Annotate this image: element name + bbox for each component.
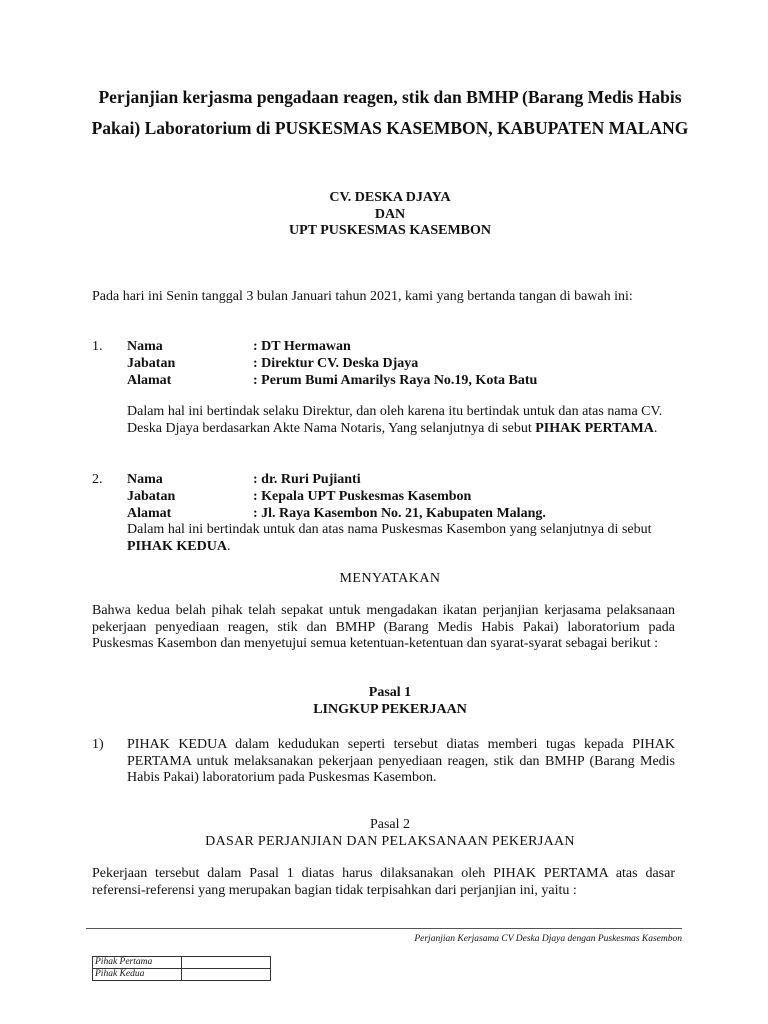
party1-number: 1. xyxy=(92,339,103,354)
party1-nama-row xyxy=(0,338,768,355)
party1-nama-label: Nama xyxy=(127,339,163,354)
party2-nama-value: : dr. Ruri Pujianti xyxy=(253,472,361,487)
party2-number: 2. xyxy=(92,472,103,487)
party1-role-end: . xyxy=(653,420,658,436)
party1-nama-value: : DT Hermawan xyxy=(253,339,351,354)
party2-jabatan-row xyxy=(0,488,768,505)
party1-jabatan-value: : Direktur CV. Deska Djaya xyxy=(253,356,419,371)
party1-alamat-row xyxy=(0,372,768,389)
party1-name-header: CV. DESKA DJAYA xyxy=(329,190,451,205)
party2-nama-label: Nama xyxy=(127,472,163,487)
intro-paragraph: Pada hari ini Senin tanggal 3 bulan Januari tahun 2021, kami yang bertanda tangan di bawah ini: xyxy=(92,289,633,304)
party2-role: PIHAK KEDUA xyxy=(127,538,227,554)
signature-label-pihak-kedua: Pihak Kedua xyxy=(93,969,182,981)
document-title: Perjanjian kerjasma pengadaan reagen, stik dan BMHP (Barang Medis Habis Pakai) Laboratorium di PUSKESMAS KASEMBON, KABUPATEN MALANG xyxy=(91,87,689,138)
pasal2-number: Pasal 2 xyxy=(369,817,411,832)
party2-desc-text: Dalam hal ini bertindak untuk dan atas nama Puskesmas Kasembon yang selanjutnya di sebut xyxy=(127,522,652,537)
pasal1-item-text: PIHAK KEDUA dalam kedudukan seperti tersebut diatas memberi tugas kepada PIHAK PERTAMA untuk melaksanakan pekerjaan penyediaan reagen, stik dan BMHP (Barang Medis Habis Pakai) laboratorium pada Puskesmas Kasembon. xyxy=(127,737,675,785)
signature-label-pihak-pertama: Pihak Pertama xyxy=(93,957,182,969)
pasal1-title: LINGKUP PEKERJAAN xyxy=(313,702,467,717)
party1-jabatan-row xyxy=(0,355,768,372)
party2-nama-row xyxy=(0,471,768,488)
signature-box-pihak-pertama xyxy=(182,957,271,969)
party1-description xyxy=(127,404,672,437)
party2-alamat-value: : Jl. Raya Kasembon No. 21, Kabupaten Malang. xyxy=(253,506,546,521)
party2-alamat-label: Alamat xyxy=(127,506,172,521)
footer-caption: Perjanjian Kerjasama CV Deska Djaya dengan Puskesmas Kasembon xyxy=(414,934,682,944)
party2-role-end: . xyxy=(226,538,231,554)
menyatakan-heading: MENYATAKAN xyxy=(339,571,441,586)
party1-alamat-value: : Perum Bumi Amarilys Raya No.19, Kota Batu xyxy=(253,373,538,388)
party2-jabatan-value: : Kepala UPT Puskesmas Kasembon xyxy=(253,489,472,504)
signature-row-pihak-kedua xyxy=(93,969,271,981)
party1-jabatan-label: Jabatan xyxy=(127,356,176,371)
pasal1-number: Pasal 1 xyxy=(368,685,412,700)
party2-name-header: UPT PUSKESMAS KASEMBON xyxy=(289,223,491,238)
party1-alamat-label: Alamat xyxy=(127,373,172,388)
agreement-paragraph: Bahwa kedua belah pihak telah sepakat untuk mengadakan ikatan perjanjian kerjasama pelaksanaan pekerjaan penyediaan reagen, stik dan BMHP (Barang Medis Habis Pakai) laboratorium pada Puskesmas Kasembon dan menyetujui semua ketentuan-ketentuan dan syarat-syarat sebagai berikut : xyxy=(92,603,675,651)
signature-table xyxy=(92,956,271,981)
pasal2-title: DASAR PERJANJIAN DAN PELAKSANAAN PEKERJAAN xyxy=(205,834,575,849)
parties-header xyxy=(90,190,690,240)
signature-row-pihak-pertama xyxy=(93,957,271,969)
footer-divider xyxy=(86,928,682,929)
party2-description xyxy=(127,522,677,555)
pasal1-item-number: 1) xyxy=(92,737,104,752)
party2-alamat-row xyxy=(0,505,768,522)
party2-jabatan-label: Jabatan xyxy=(127,489,176,504)
signature-box-pihak-kedua xyxy=(182,969,271,981)
party1-desc-text: Dalam hal ini bertindak selaku Direktur, dan oleh karena itu bertindak untuk dan atas nama CV. Deska Djaya berdasarkan Akte Nama Notaris, Yang selanjutnya di sebut xyxy=(127,404,663,436)
pasal2-text: Pekerjaan tersebut dalam Pasal 1 diatas harus dilaksanakan oleh PIHAK PERTAMA atas dasar referensi-referensi yang merupakan bagian tidak terpisahkan dari perjanjian ini, yaitu : xyxy=(92,866,675,898)
conjunction: DAN xyxy=(374,206,406,222)
party1-role: PIHAK PERTAMA xyxy=(535,420,654,436)
